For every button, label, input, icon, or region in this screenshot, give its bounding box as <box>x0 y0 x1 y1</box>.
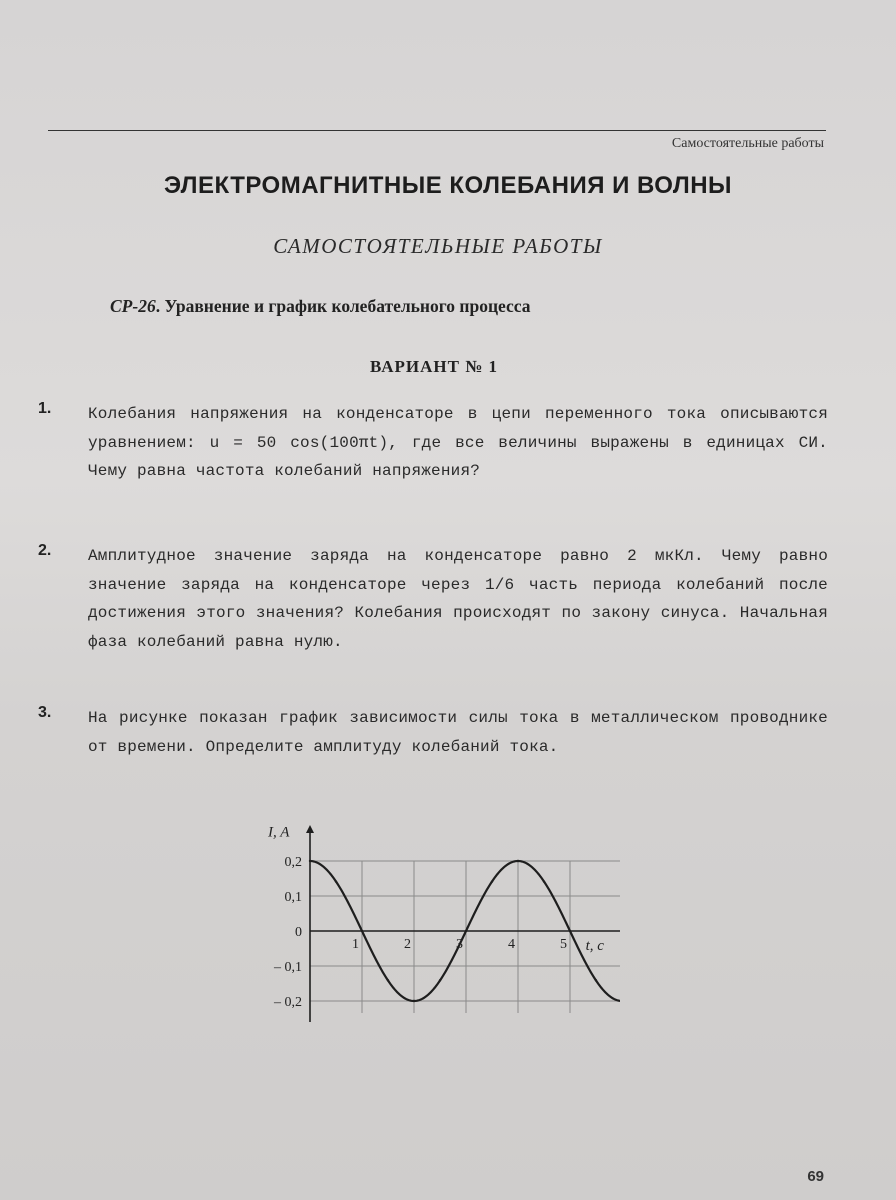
x-tick-label: 4 <box>508 937 515 952</box>
y-tick-label: – 0,2 <box>274 995 302 1010</box>
chapter-subtitle: САМОСТОЯТЕЛЬНЫЕ РАБОТЫ <box>273 234 603 258</box>
tick-labels <box>273 855 567 1010</box>
y-tick-label: 0,2 <box>284 855 302 870</box>
y-axis-label: I, A <box>268 824 290 841</box>
problem-text: На рисунке показан график зависимости силы тока в металлическом проводнике от времени. Определите амплитуду колебаний тока. <box>88 709 828 756</box>
problem-text: Колебания напряжения на конденсаторе в цепи переменного тока описываются уравнением: u = 50 cos(100πt), где все величины выражены в единицах СИ. Чему равна частота колебаний напряжения? <box>88 405 828 480</box>
x-tick-label: 5 <box>560 937 567 952</box>
page-number: 69 <box>807 1168 824 1185</box>
x-tick-label: 3 <box>456 937 463 952</box>
x-axis-label: t, c <box>585 938 604 954</box>
section-title: . Уравнение и график колебательного процесса <box>155 296 531 316</box>
x-tick-label: 2 <box>404 937 411 952</box>
running-head <box>48 128 826 151</box>
y-tick-label: – 0,1 <box>274 960 302 975</box>
variant-heading: ВАРИАНТ № 1 <box>369 357 499 376</box>
y-tick-label: 0 <box>295 925 302 940</box>
problem-number: 1. <box>38 400 52 417</box>
problem-number: 3. <box>38 704 52 721</box>
running-head-text: Самостоятельные работы <box>671 136 824 151</box>
y-axis-arrow <box>306 825 314 833</box>
y-tick-label: 0,1 <box>284 890 302 905</box>
current-vs-time-chart <box>240 806 620 1046</box>
chapter-title: ЭЛЕКТРОМАГНИТНЫЕ КОЛЕБАНИЯ И ВОЛНЫ <box>163 172 733 199</box>
problem-text: Амплитудное значение заряда на конденсаторе равно 2 мкКл. Чему равно значение заряда на конденсаторе через 1/6 часть периода колебаний после достижения этого значения? Колебания происходят по закону синуса. Начальная фаза колебаний равна нулю. <box>88 547 828 651</box>
problem-number: 2. <box>38 542 52 559</box>
chart-axes <box>306 825 620 1022</box>
section-heading <box>110 296 531 317</box>
x-tick-label: 1 <box>352 937 359 952</box>
section-code: СР-26 <box>110 296 156 316</box>
